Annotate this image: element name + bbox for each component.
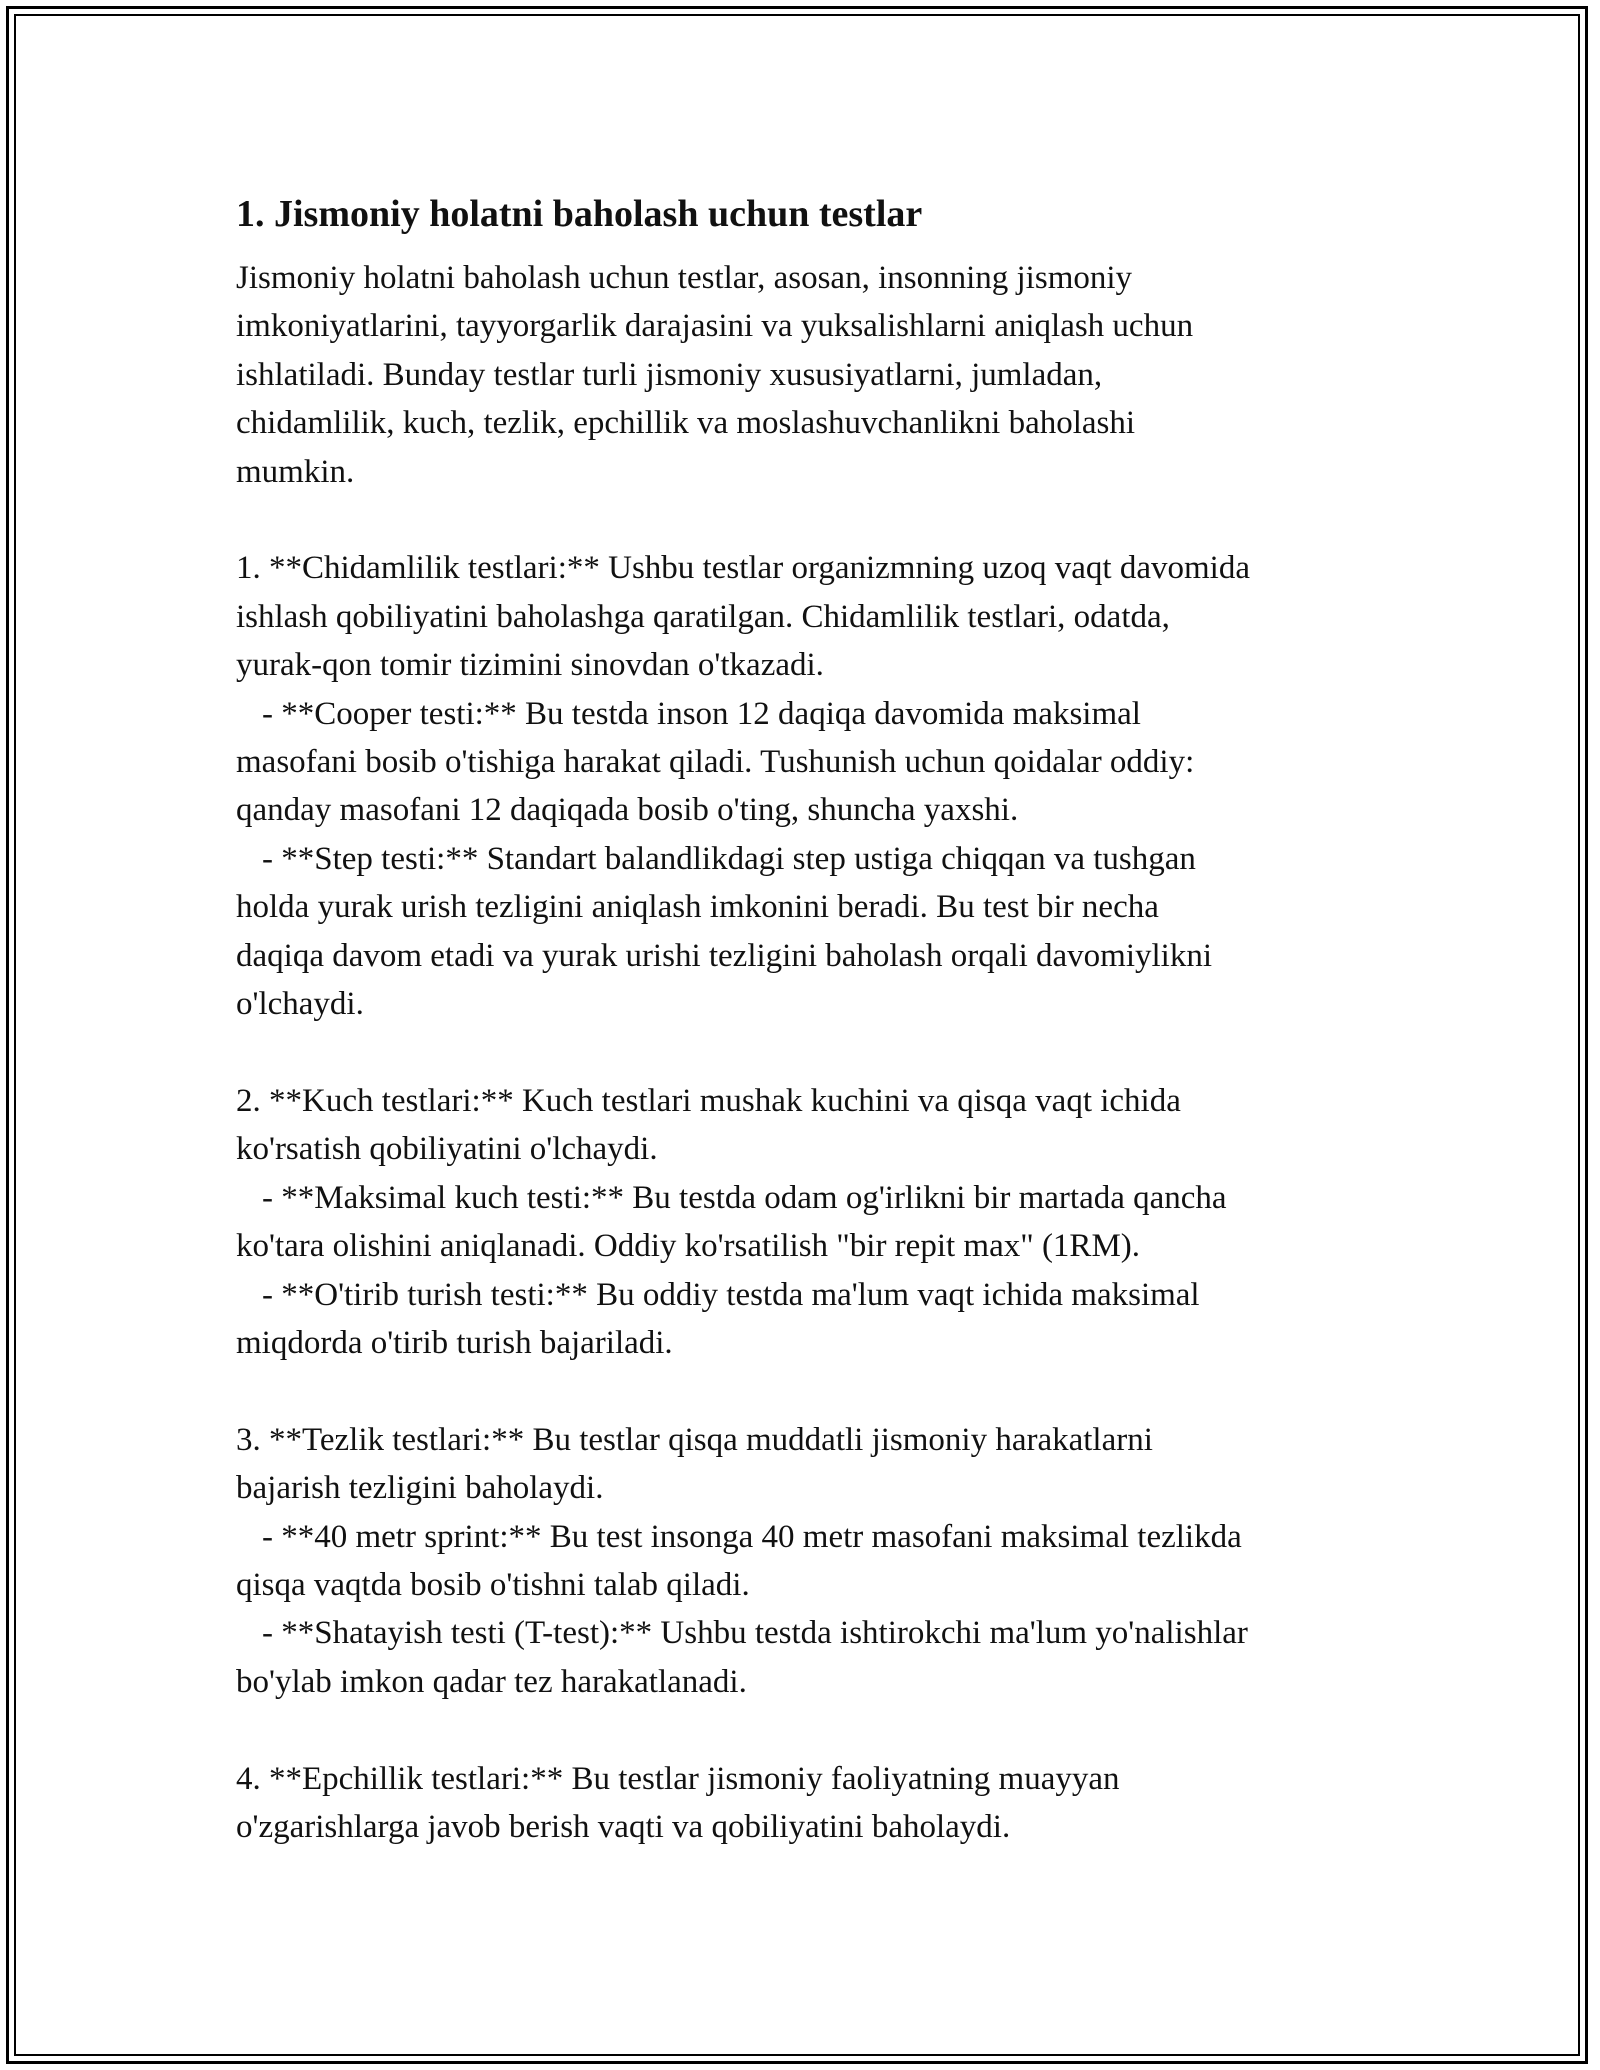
bullet-line: - **O'tirib turish testi:** Bu oddiy testda ma'lum vaqt ichida maksimal (262, 1276, 1200, 1313)
text-line: yurak-qon tomir tizimini sinovdan o'tkazadi. (236, 647, 824, 684)
text-line: imkoniyatlarini, tayyorgarlik darajasini va yuksalishlarni aniqlash uchun (236, 308, 1194, 345)
text-line: chidamlilik, kuch, tezlik, epchillik va moslashuvchanlikni baholashi (236, 405, 1136, 442)
section-speed (236, 1416, 1376, 1706)
document-content (236, 188, 1376, 1851)
text-line: o'zgarishlarga javob berish vaqti va qobiliyatini baholaydi. (236, 1808, 1011, 1845)
bullet-line: - **Maksimal kuch testi:** Bu testda odam og'irlikni bir martada qancha (262, 1179, 1227, 1216)
text-line: 4. **Epchillik testlari:** Bu testlar jismoniy faoliyatning muayyan (236, 1760, 1120, 1797)
text-line: Jismoniy holatni baholash uchun testlar, asosan, insonning jismoniy (236, 260, 1133, 296)
text-line: miqdorda o'tirib turish bajariladi. (236, 1324, 673, 1361)
text-line: 3. **Tezlik testlari:** Bu testlar qisqa muddatli jismoniy harakatlarni (236, 1421, 1153, 1458)
text-line: ishlatiladi. Bunday testlar turli jismoniy xususiyatlarni, jumladan, (236, 356, 1103, 393)
bullet-line: - **Cooper testi:** Bu testda inson 12 daqiqa davomida maksimal (262, 695, 1141, 732)
text-line: mumkin. (236, 453, 355, 490)
bullet-line: - **Step testi:** Standart balandlikdagi step ustiga chiqqan va tushgan (262, 840, 1196, 877)
intro-paragraph (236, 254, 1376, 496)
document-body (236, 254, 1376, 1851)
section-strength (236, 1077, 1376, 1367)
text-line: daqiqa davom etadi va yurak urishi tezligini baholash orqali davomiylikni (236, 937, 1213, 974)
text-line: qisqa vaqtda bosib o'tishni talab qiladi. (236, 1566, 750, 1603)
text-line: qanday masofani 12 daqiqada bosib o'ting, shuncha yaxshi. (236, 792, 1019, 829)
text-line: bo'ylab imkon qadar tez harakatlanadi. (236, 1663, 747, 1700)
text-line: 1. **Chidamlilik testlari:** Ushbu testlar organizmning uzoq vaqt davomida (236, 550, 1250, 587)
text-line: bajarish tezligini baholaydi. (236, 1470, 604, 1507)
bullet-line: - **Shatayish testi (T-test):** Ushbu testda ishtirokchi ma'lum yo'nalishlar (262, 1615, 1248, 1652)
text-line: ko'rsatish qobiliyatini o'lchaydi. (236, 1131, 658, 1168)
text-line: holda yurak urish tezligini aniqlash imkonini beradi. Bu test bir necha (236, 889, 1159, 926)
section-endurance (236, 544, 1376, 1028)
section-agility (236, 1755, 1376, 1852)
text-line: ishlash qobiliyatini baholashga qaratilgan. Chidamlilik testlari, odatda, (236, 598, 1170, 635)
text-line: o'lchaydi. (236, 986, 364, 1023)
text-line: ko'tara olishini aniqlanadi. Oddiy ko'rsatilish "bir repit max" (1RM). (236, 1228, 1141, 1265)
text-line: 2. **Kuch testlari:** Kuch testlari mushak kuchini va qisqa vaqt ichida (236, 1082, 1181, 1119)
text-line: masofani bosib o'tishiga harakat qiladi. Tushunish uchun qoidalar oddiy: (236, 744, 1195, 781)
document-heading: 1. Jismoniy holatni baholash uchun testlar (236, 193, 923, 235)
bullet-line: - **40 metr sprint:** Bu test insonga 40 metr masofani maksimal tezlikda (262, 1518, 1242, 1555)
